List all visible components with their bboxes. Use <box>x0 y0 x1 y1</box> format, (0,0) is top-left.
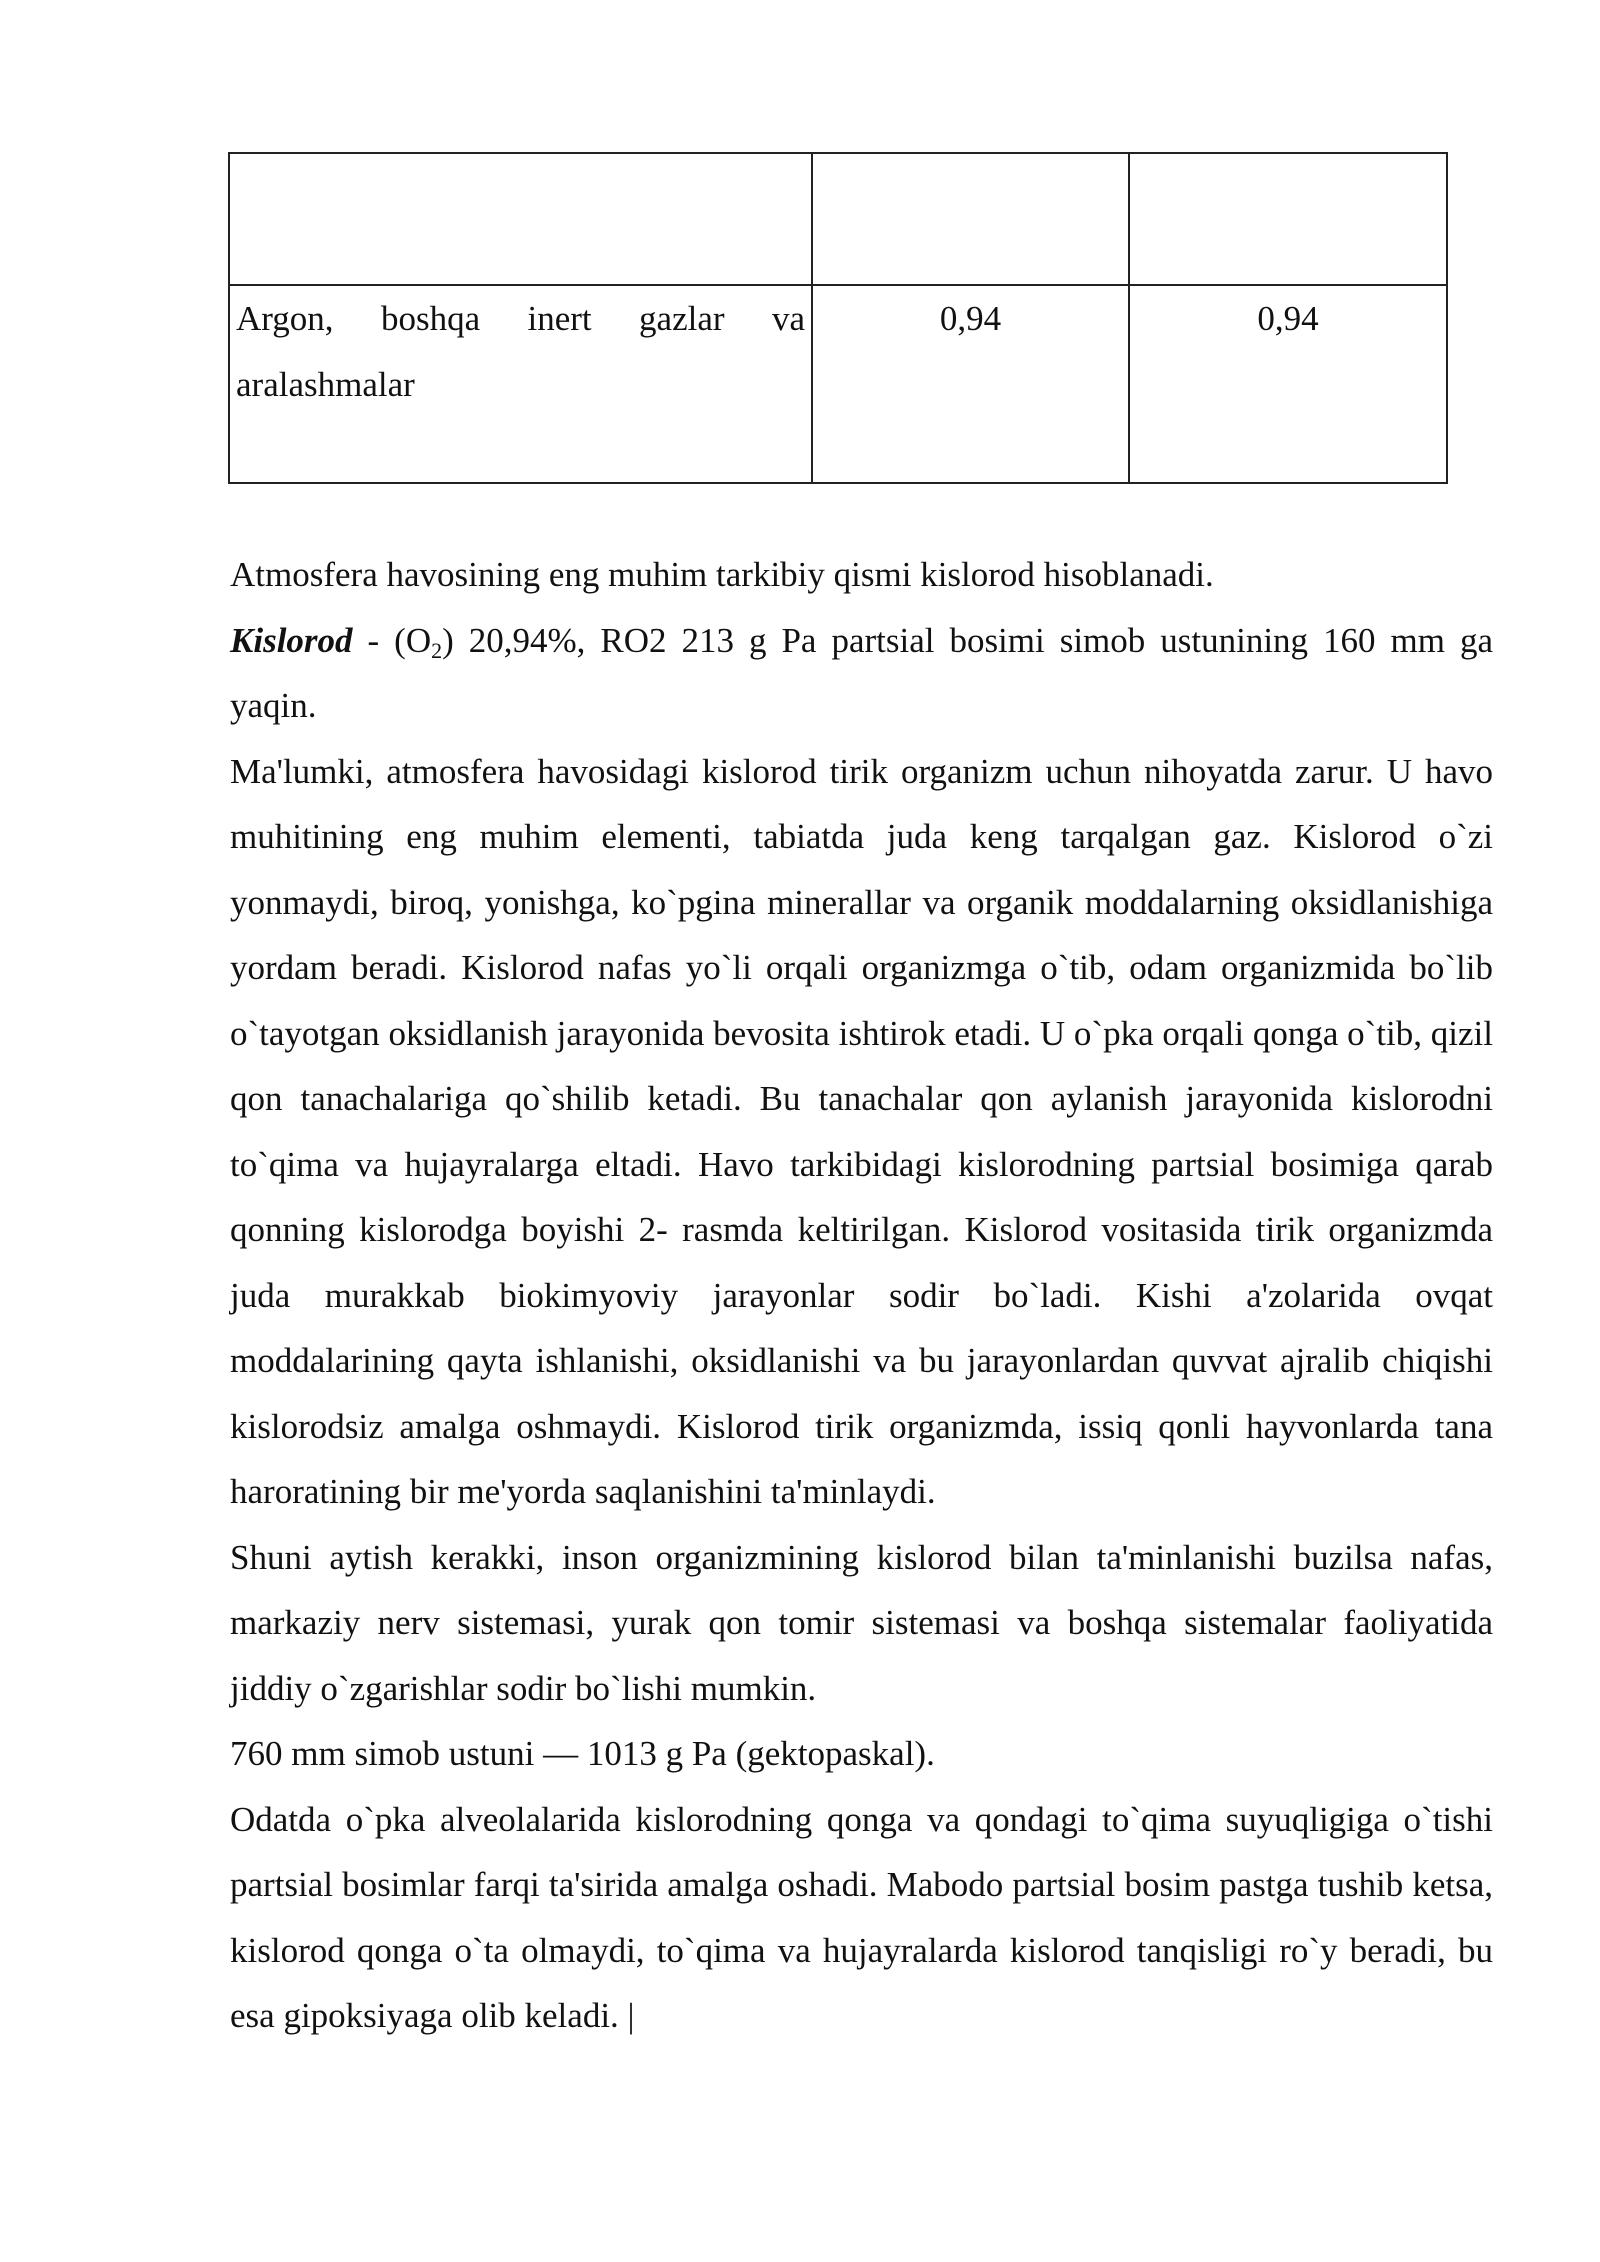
air-composition-table <box>228 152 1448 484</box>
paragraph-intro: Atmosfera havosining eng muhim tarkibiy qismi kislorod hisoblanadi. <box>230 555 1214 594</box>
body-text <box>230 542 1493 2049</box>
table-row <box>229 285 1447 483</box>
term-kislorod: Kislorod <box>230 620 353 660</box>
paragraph-oxygen-definition <box>230 608 1493 739</box>
paragraph-oxygen-deficiency: Shuni aytish kerakki, inson organizmining kislorod bilan ta'minlanishi buzilsa nafas, markaziy nerv sistemasi, yurak qon tomir sistemasi va boshqa sistemalar faoliyatida jiddiy o`zgarishlar sodir bo`lishi mumkin. <box>230 1537 1493 1708</box>
formula-prefix: - (O <box>352 620 432 660</box>
paragraph-oxygen-role: Ma'lumki, atmosfera havosidagi kislorod tirik organizm uchun nihoyatda zarur. U havo muhitining eng muhim elementi, tabiatda juda keng tarqalgan gaz. Kislorod o`zi yonmaydi, biroq, yonishga, ko`pgina minerallar va organik moddalarning oksidlanishiga yordam beradi. Kislorod nafas yo`li orqali organizmga o`tib, odam organizmida bo`lib o`tayotgan oksidlanish jarayonida bevosita ishtirok etadi. U o`pka orqali qonga o`tib, qizil qon tanachalariga qo`shilib ketadi. Bu tanachalar qon aylanish jarayonida kislorodni to`qima va hujayralarga eltadi. Havo tarkibidagi kislorodning partsial bosimiga qarab qonning kislorodga boyishi 2- rasmda keltirilgan. Kislorod vositasida tirik organizmda juda murakkab biokimyoviy jarayonlar sodir bo`ladi. Kishi a'zolarida ovqat moddalarining qayta ishlanishi, oksidlanishi va bu jarayonlardan quvvat ajralib chiqishi kislorodsiz amalga oshmaydi. Kislorod tirik organizmda, issiq qonli hayvonlarda tana haroratining bir me'yorda saqlanishini ta'minlaydi. <box>230 751 1493 1511</box>
table-cell-value-1 <box>812 153 1129 285</box>
table-cell-name <box>229 153 812 285</box>
paragraph-hypoxia: Odatda o`pka alveolalarida kislorodning qonga va qondagi to`qima suyuqligiga o`tishi partsial bosimlar farqi ta'sirida amalga oshadi. Mabodo partsial bosim pastga tushib ketsa, kislorod qonga o`ta olmaydi, to`qima va hujayralarda kislorod tanqisligi ro`y beradi, bu esa gipoksiyaga olib keladi. | <box>230 1799 1493 2035</box>
formula-subscript: 2 <box>431 637 443 663</box>
table-cell-value-2 <box>1129 153 1447 285</box>
table-cell-value-2: 0,94 <box>1129 285 1447 483</box>
table-cell-name: Argon, boshqa inert gazlar va aralashmalar <box>229 285 812 483</box>
table-row <box>229 153 1447 285</box>
table-cell-value-1: 0,94 <box>812 285 1129 483</box>
formula-suffix: ) 20,94%, RO2 213 g Pa partsial bosimi simob ustunining 160 mm ga yaqin. <box>230 620 1493 725</box>
paragraph-pressure-note: 760 mm simob ustuni — 1013 g Pa (gektopaskal). <box>230 1734 935 1773</box>
